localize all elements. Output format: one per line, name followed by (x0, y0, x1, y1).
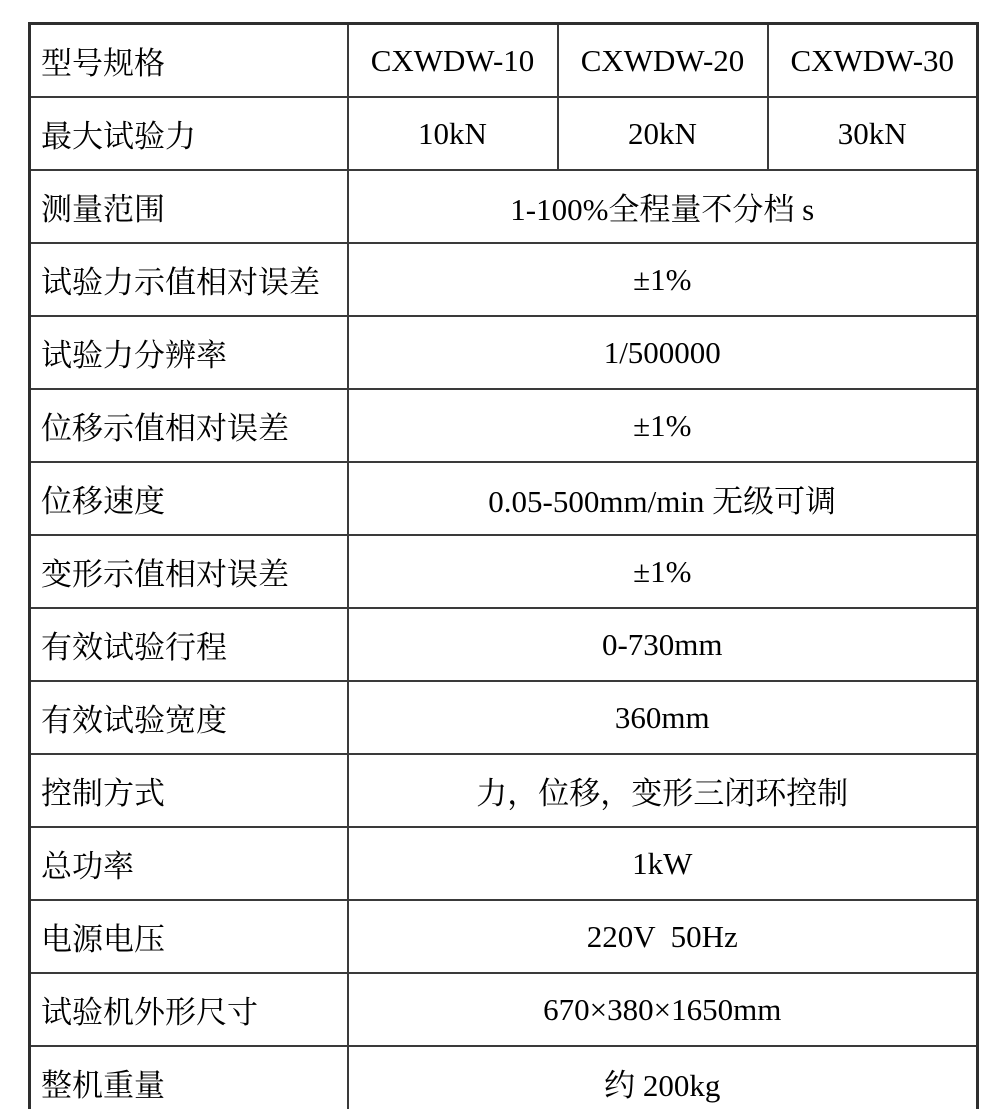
spec-value-cell: ±1% (348, 389, 978, 462)
table-row-control-mode (30, 754, 978, 827)
spec-value-cell: ±1% (348, 535, 978, 608)
spec-value-cell: 1-100%全程量不分档 s (348, 170, 978, 243)
header-model-cxwdw-10: CXWDW-10 (348, 24, 558, 98)
table-row-max-force (30, 97, 978, 170)
spec-label-cell: 测量范围 (30, 170, 348, 243)
table-header-row (30, 24, 978, 98)
header-label-model-spec: 型号规格 (30, 24, 348, 98)
spec-value-cell: 力，位移，变形三闭环控制 (348, 754, 978, 827)
spec-value-cell: 1kW (348, 827, 978, 900)
spec-value-cell: 30kN (768, 97, 978, 170)
table-row-machine-dimensions (30, 973, 978, 1046)
spec-value-cell: ±1% (348, 243, 978, 316)
spec-label-cell: 总功率 (30, 827, 348, 900)
table-row-force-error (30, 243, 978, 316)
header-model-cxwdw-30: CXWDW-30 (768, 24, 978, 98)
spec-label-cell: 变形示值相对误差 (30, 535, 348, 608)
spec-label-cell: 试验机外形尺寸 (30, 973, 348, 1046)
spec-value-cell: 360mm (348, 681, 978, 754)
spec-value-cell: 220V 50Hz (348, 900, 978, 973)
spec-value-cell: 约 200kg (348, 1046, 978, 1109)
table-row-force-resolution (30, 316, 978, 389)
spec-value-cell: 1/500000 (348, 316, 978, 389)
spec-label-cell: 有效试验宽度 (30, 681, 348, 754)
spec-label-cell: 位移示值相对误差 (30, 389, 348, 462)
table-row-machine-weight (30, 1046, 978, 1109)
table-row-deformation-error (30, 535, 978, 608)
table-row-effective-width (30, 681, 978, 754)
header-model-cxwdw-20: CXWDW-20 (558, 24, 768, 98)
spec-label-cell: 位移速度 (30, 462, 348, 535)
spec-label-cell: 试验力示值相对误差 (30, 243, 348, 316)
table-row-power-supply (30, 900, 978, 973)
spec-label-cell: 电源电压 (30, 900, 348, 973)
spec-value-cell: 0-730mm (348, 608, 978, 681)
table-row-displacement-speed (30, 462, 978, 535)
spec-label-cell: 整机重量 (30, 1046, 348, 1109)
table-row-effective-stroke (30, 608, 978, 681)
spec-value-cell: 670×380×1650mm (348, 973, 978, 1046)
table-row-measure-range (30, 170, 978, 243)
spec-value-cell: 0.05-500mm/min 无级可调 (348, 462, 978, 535)
spec-label-cell: 控制方式 (30, 754, 348, 827)
table-row-displacement-error (30, 389, 978, 462)
spec-table (28, 22, 979, 1109)
spec-value-cell: 10kN (348, 97, 558, 170)
spec-label-cell: 试验力分辨率 (30, 316, 348, 389)
spec-value-cell: 20kN (558, 97, 768, 170)
spec-label-cell: 最大试验力 (30, 97, 348, 170)
table-row-total-power (30, 827, 978, 900)
spec-label-cell: 有效试验行程 (30, 608, 348, 681)
